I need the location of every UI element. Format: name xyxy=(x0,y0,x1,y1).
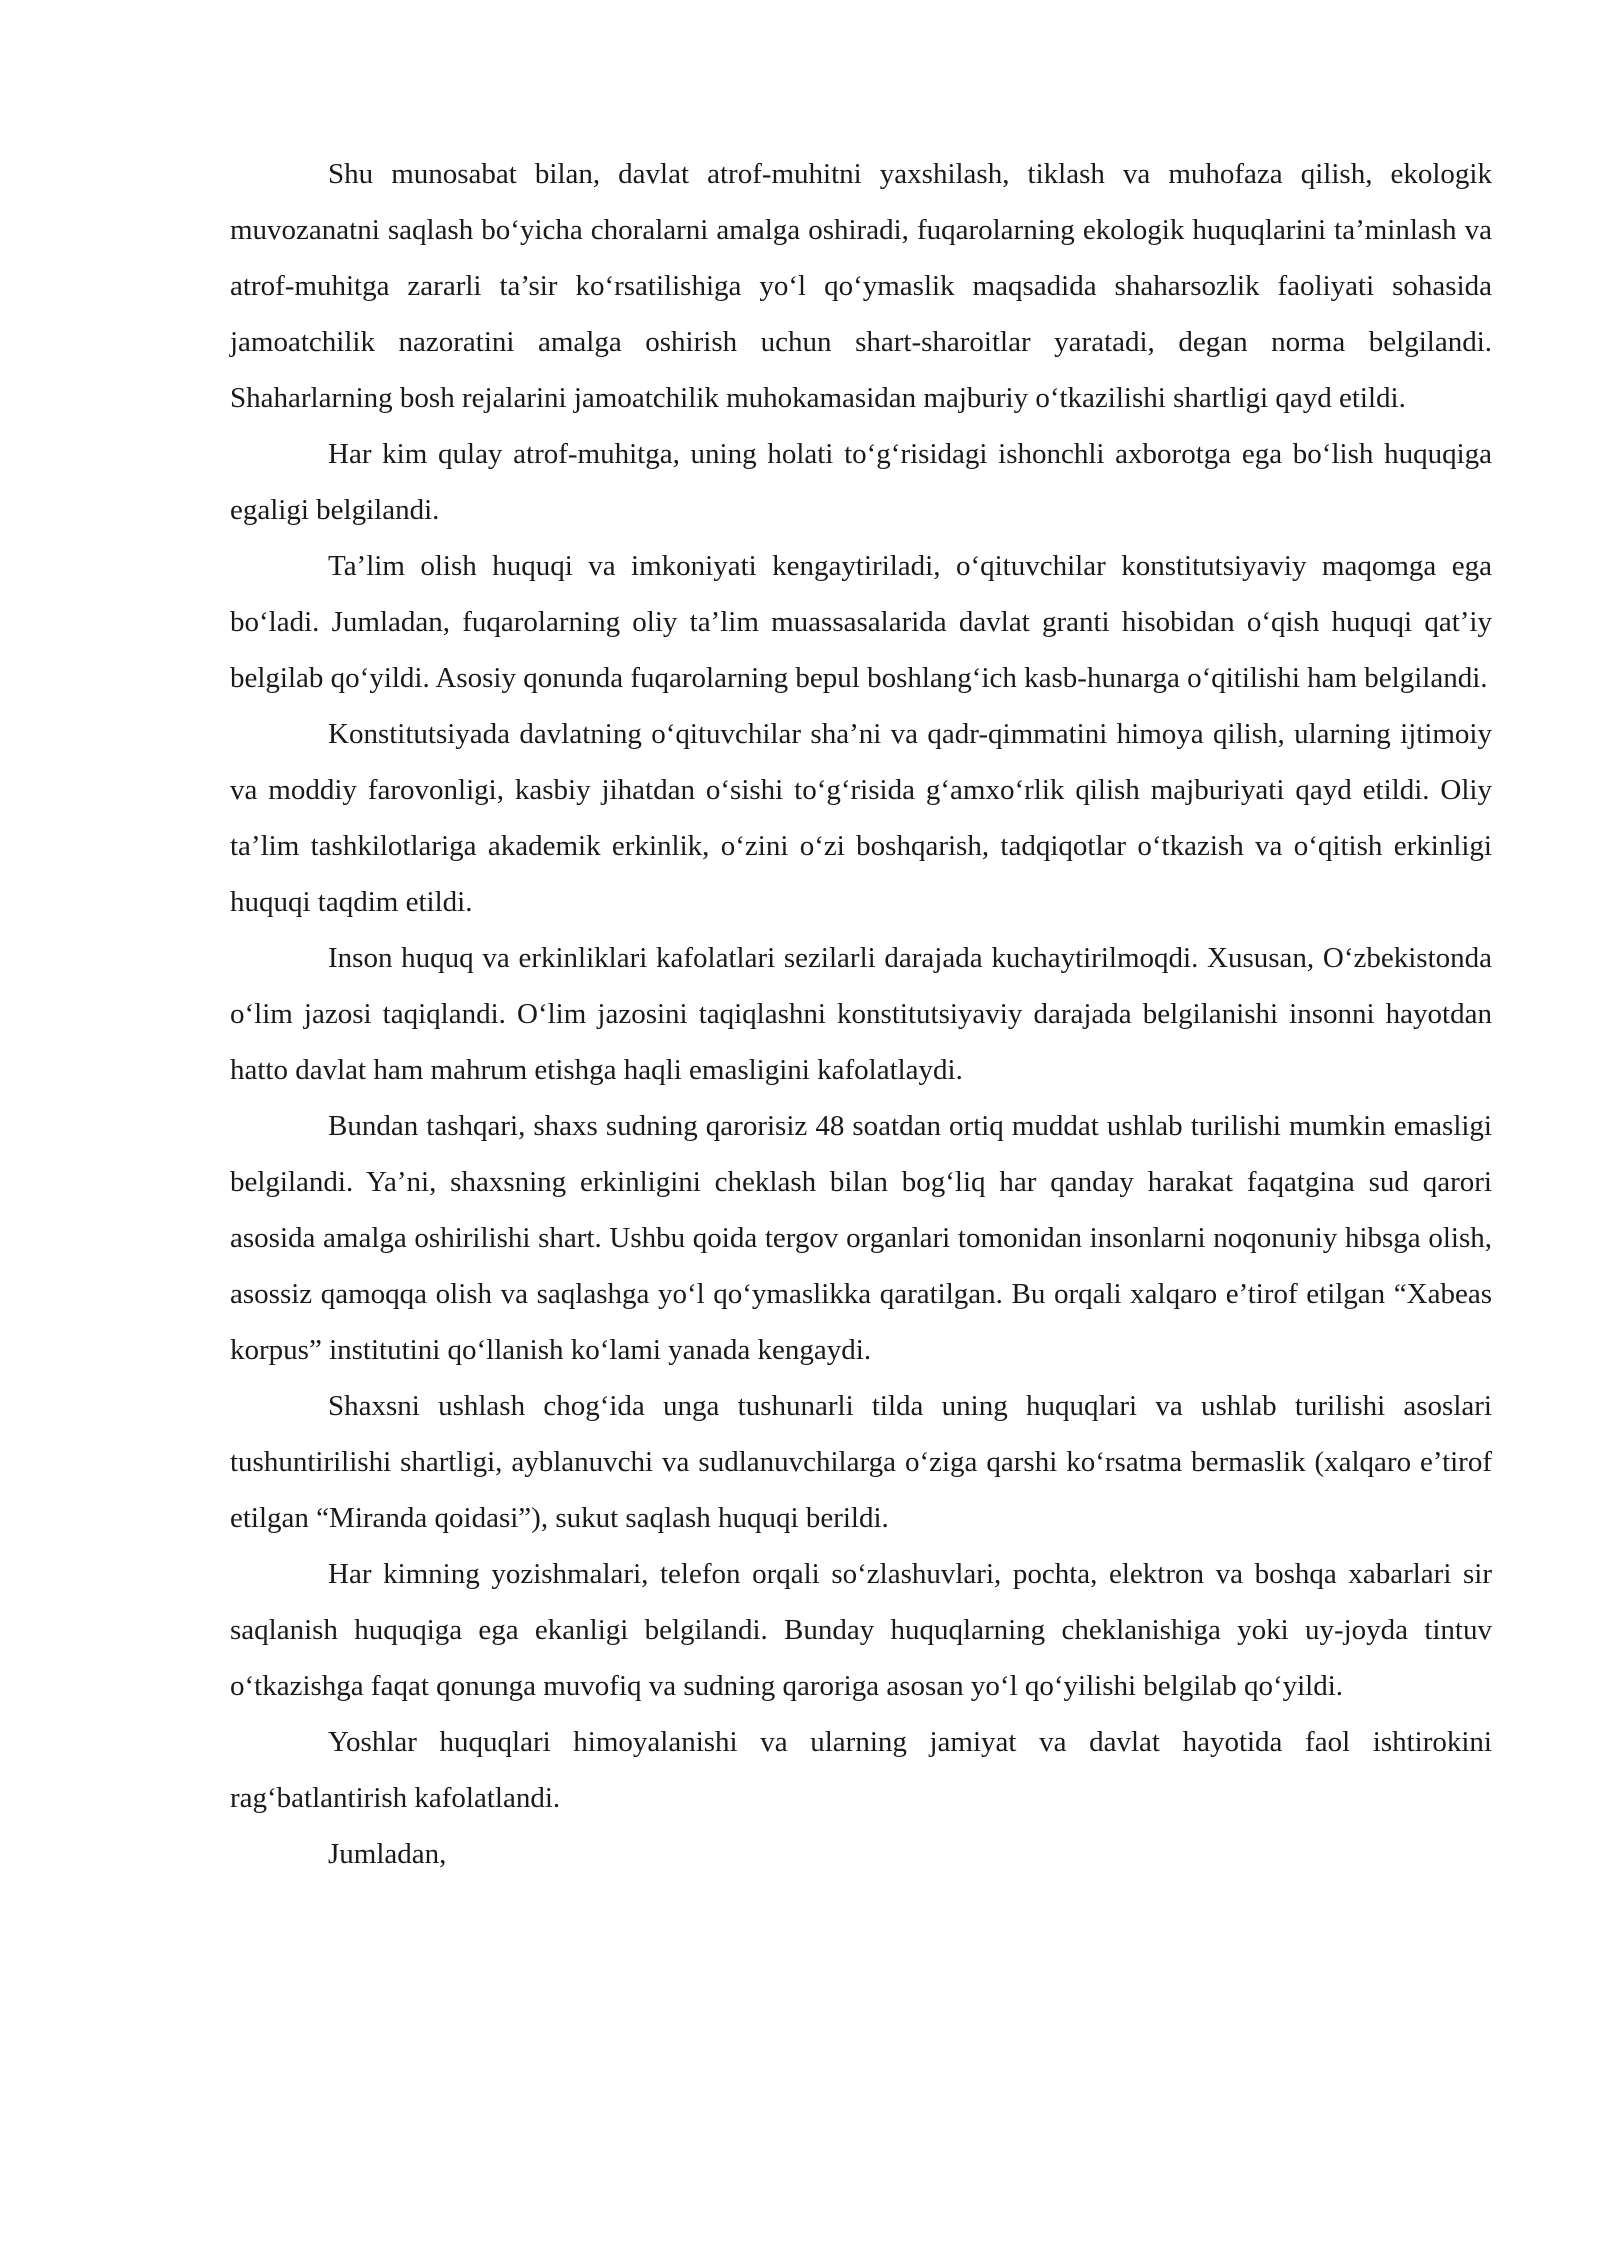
paragraph-closing: Jumladan, xyxy=(328,1838,447,1870)
paragraph-privacy: Har kimning yozishmalari, telefon orqali so‘zlashuvlari, pochta, elektron va boshqa xabarlari sir saqlanish huquqiga ega ekanligi belgilandi. Bunday huquqlarning cheklanishiga yoki uy-joyda tintuv o‘tkazishga faqat qonunga muvofiq va sudning qaroriga asosan yo‘l qo‘yilishi belgilab qo‘yildi. xyxy=(230,1558,1492,1702)
paragraph-environment: Shu munosabat bilan, davlat atrof-muhitni yaxshilash, tiklash va muhofaza qilish, ekologik muvozanatni saqlash bo‘yicha choralarni amalga oshiradi, fuqarolarning ekologik huquqlarini ta’minlash va atrof-muhitga zararli ta’sir ko‘rsatilishiga yo‘l qo‘ymaslik maqsadida shaharsozlik faoliyati sohasida jamoatchilik nazoratini amalga oshirish uchun shart-sharoitlar yaratadi, degan norma belgilandi. Shaharlarning bosh rejalarini jamoatchilik muhokamasidan majburiy o‘tkazilishi shartligi qayd etildi. xyxy=(230,158,1492,414)
paragraph-miranda-rule: Shaxsni ushlash chog‘ida unga tushunarli tilda uning huquqlari va ushlab turilishi asoslari tushuntirilishi shartligi, ayblanuvchi va sudlanuvchilarga o‘ziga qarshi ko‘rsatma bermaslik (xalqaro e’tirof etilgan “Miranda qoidasi”), sukut saqlash huquqi berildi. xyxy=(230,1390,1492,1534)
paragraph-environment-right: Har kim qulay atrof-muhitga, uning holati to‘g‘risidagi ishonchli axborotga ega bo‘lish huquqiga egaligi belgilandi. xyxy=(230,438,1492,526)
paragraph-education: Ta’lim olish huquqi va imkoniyati kengaytiriladi, o‘qituvchilar konstitutsiyaviy maqomga ega bo‘ladi. Jumladan, fuqarolarning oliy ta’lim muassasalarida davlat granti hisobidan o‘qish huquqi qat’iy belgilab qo‘yildi. Asosiy qonunda fuqarolarning bepul boshlang‘ich kasb-hunarga o‘qitilishi ham belgilandi. xyxy=(230,550,1492,694)
paragraph-habeas-corpus: Bundan tashqari, shaxs sudning qarorisiz 48 soatdan ortiq muddat ushlab turilishi mumkin emasligi belgilandi. Ya’ni, shaxsning erkinligini cheklash bilan bog‘liq har qanday harakat faqatgina sud qarori asosida amalga oshirilishi shart. Ushbu qoida tergov organlari tomonidan insonlarni noqonuniy hibsga olish, asossiz qamoqqa olish va saqlashga yo‘l qo‘ymaslikka qaratilgan. Bu orqali xalqaro e’tirof etilgan “Xabeas korpus” institutini qo‘llanish ko‘lami yanada kengaydi. xyxy=(230,1110,1492,1366)
paragraph-youth-rights: Yoshlar huquqlari himoyalanishi va ularning jamiyat va davlat hayotida faol ishtirokini rag‘batlantirish kafolatlandi. xyxy=(230,1726,1492,1814)
document-page xyxy=(230,146,1492,1882)
paragraph-human-rights: Inson huquq va erkinliklari kafolatlari sezilarli darajada kuchaytirilmoqdi. Xususan, O‘zbekistonda o‘lim jazosi taqiqlandi. O‘lim jazosini taqiqlashni konstitutsiyaviy darajada belgilanishi insonni hayotdan hatto davlat ham mahrum etishga haqli emasligini kafolatlaydi. xyxy=(230,942,1492,1086)
paragraph-teachers: Konstitutsiyada davlatning o‘qituvchilar sha’ni va qadr-qimmatini himoya qilish, ularning ijtimoiy va moddiy farovonligi, kasbiy jihatdan o‘sishi to‘g‘risida g‘amxo‘rlik qilish majburiyati qayd etildi. Oliy ta’lim tashkilotlariga akademik erkinlik, o‘zini o‘zi boshqarish, tadqiqotlar o‘tkazish va o‘qitish erkinligi huquqi taqdim etildi. xyxy=(230,718,1492,918)
